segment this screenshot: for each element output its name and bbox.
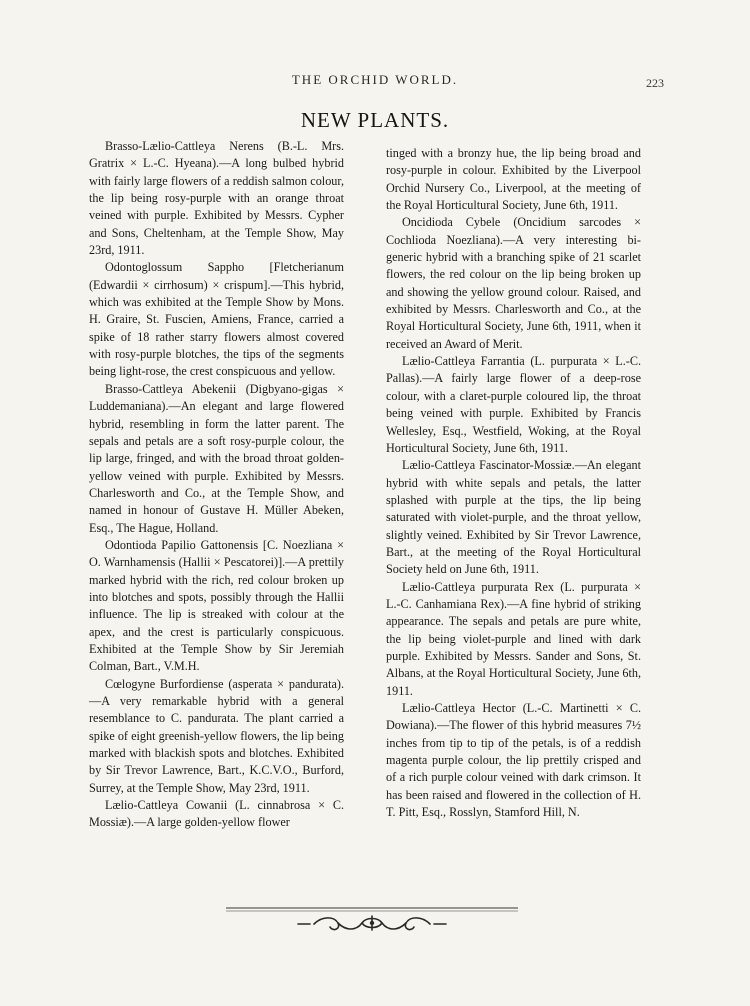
entry-laelio-cattleya-farrantia: Lælio-Cattleya Farrantia (L. purpurata × L.-C. Pallas).—A fairly large flower of a deep-rose colour, with a claret-purple coloured lip, the throat being veined with purple. Exhibited by Francis Wellesley, Esq., Westfield, Woking, at the Royal Horticultural Society, June 6th, 1911. [386,354,641,455]
entry-oncidioda-cybele: Oncidioda Cybele (Oncidium sarcodes × Cochlioda Noezliana).—A very interesting bi-generic hybrid with a branching spike of 21 scarlet flowers, the red colour on the lip being broken up and showing the yellow ground colour. Raised, and exhibited by Messrs. Charlesworth and Co., at the Royal Horticultural Society, June 6th, 1911, when it received an Award of Merit. [386,215,641,351]
entry-odontioda-papilio-gattonensis: Odontioda Papilio Gattonensis [C. Noezliana × O. Warnhamensis (Hallii × Pescatorei)].—A prettily marked hybrid with the rich, red colour broken up into blotches and spots, possibly through the Hallii influence. The lip is streaked with colour at the apex, and the crest is particularly conspicuous. Exhibited at the Temple Show by Sir Jeremiah Colman, Bart., V.M.H. [89,537,344,674]
entry-coelogyne-burfordiense: Cœlogyne Burfordiense (asperata × pandurata).—A very remarkable hybrid with a general resemblance to C. pandurata. The plant carried a spike of eight greenish-yellow flowers, the lip being marked with blackish spots and blotches. Exhibited by Sir Trevor Lawrence, Bart., K.C.V.O., Burford, Surrey, at the Temple Show, May 23rd, 1911. [89,676,344,795]
tailpiece-ornament [222,898,522,938]
entry-laelio-cattleya-hector: Lælio-Cattleya Hector (L.-C. Martinetti × C. Dowiana).—The flower of this hybrid measures 7½ inches from tip to tip of the petals, is of a reddish magenta purple colour, the lip prettily crisped and of a rich purple colour veined with dark crimson. It has been raised and flowered in the collection of H. T. Pitt, Esq., Rosslyn, Stamford Hill, N. [386,701,641,820]
entry-laelio-cattleya-cowanii-continued: tinged with a bronzy hue, the lip being broad and rosy-purple in colour. Exhibited by the Liverpool Orchid Nursery Co., Liverpool, at the meeting of the Royal Horticultural Society, June 6th, 1911. [386,146,641,213]
left-column [89,138,344,832]
entry-brasso-laelio-cattleya-nerens: Brasso-Lælio-Cattleya Nerens (B.-L. Mrs. Gratrix × L.-C. Hyeana).—A long bulbed hybrid with fairly large flowers of a reddish salmon colour, the lip being rosy-purple with an orange throat veined with purple. Exhibited by Messrs. Cypher and Sons, Cheltenham, at the Temple Show, May 23rd, 1911. [89,139,344,258]
running-title: THE ORCHID WORLD. [291,72,459,87]
page-number: 223 [646,76,664,90]
entry-odontoglossum-sappho: Odontoglossum Sappho [Fletcherianum (Edwardii × cirrhosum) × crispum].—This hybrid, which was exhibited at the Temple Show by Mons. H. Graire, St. Fuscien, Amiens, France, carried a spike of 18 rather starry flowers almost covered with rosy-purple blotches, the tips of the segments being light-rose, the crest conspicuous and yellow. [89,260,344,379]
right-column [386,145,641,821]
entry-brasso-cattleya-abekenii: Brasso-Cattleya Abekenii (Digbyano-gigas × Luddemaniana).—An elegant and large flowered hybrid, resembling in form the latter parent. The sepals and petals are a soft rosy-purple colour, the lip large, fringed, and with the broad throat golden-yellow veined with purple. Exhibited by Messrs. Charlesworth and Co., at the Temple Show, and named in honour of Gustave H. Müller Abeken, Esq., The Hague, Holland. [89,381,344,535]
entry-laelio-cattleya-purpurata-rex: Lælio-Cattleya purpurata Rex (L. purpurata × L.-C. Canhamiana Rex).—A fine hybrid of striking appearance. The sepals and petals are pure white, the lip being violet-purple and lined with dark purple. Exhibited by Messrs. Sander and Sons, St. Albans, at the Royal Horticultural Society, June 6th, 1911. [386,579,641,698]
section-title: NEW PLANTS. [300,108,450,132]
entry-laelio-cattleya-fascinator-mossiae: Lælio-Cattleya Fascinator-Mossiæ.—An elegant hybrid with white sepals and petals, the latter splashed with purple at the tips, the lip being saturated with violet-purple, and the throat yellow, slightly veined. Exhibited by Sir Trevor Lawrence, Bart., at the meeting of the Royal Horticultural Society held on June 6th, 1911. [386,458,641,577]
entry-laelio-cattleya-cowanii: Lælio-Cattleya Cowanii (L. cinnabrosa × C. Mossiæ).—A large golden-yellow flower [89,798,344,830]
